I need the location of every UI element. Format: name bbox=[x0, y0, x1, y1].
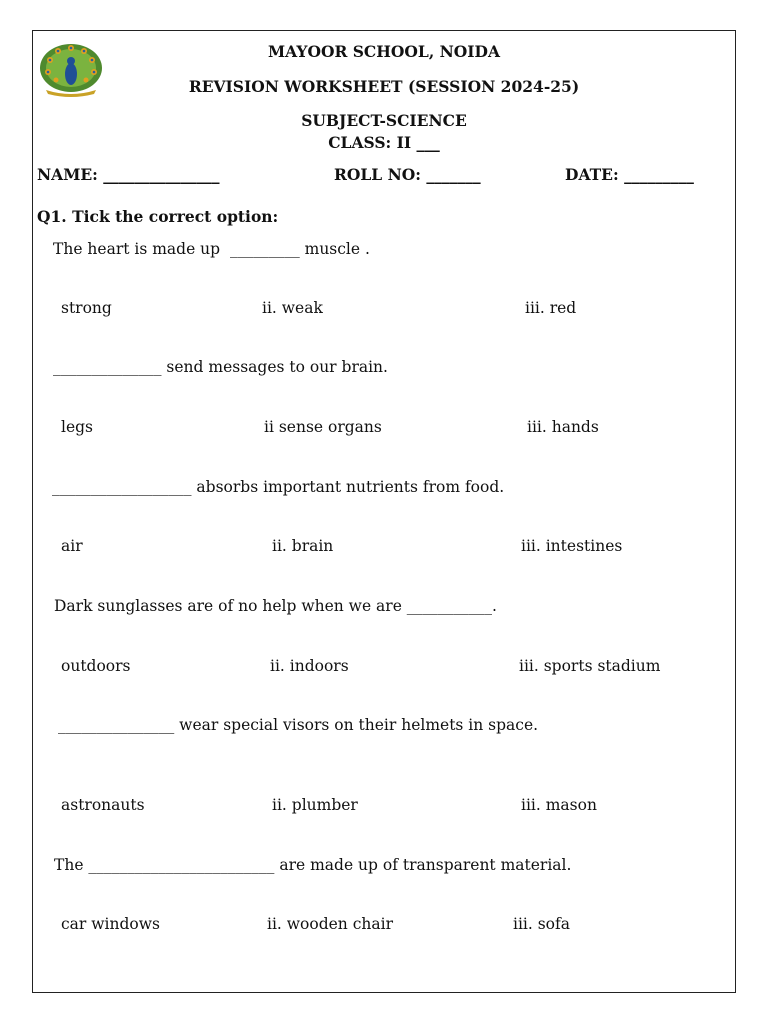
option-2: ii. indoors bbox=[270, 657, 349, 675]
question-text: The ________________________ are made up of transparent material. bbox=[54, 856, 572, 874]
class-label: CLASS: II ___ bbox=[328, 133, 440, 152]
option-3: iii. sports stadium bbox=[519, 657, 661, 675]
option-2: ii. wooden chair bbox=[267, 915, 393, 933]
option-2: ii. brain bbox=[272, 537, 334, 555]
option-1: air bbox=[61, 537, 83, 555]
option-1: outdoors bbox=[61, 657, 131, 675]
option-2: ii. weak bbox=[262, 299, 323, 317]
subject-label: SUBJECT-SCIENCE bbox=[301, 111, 467, 130]
school-name: MAYOOR SCHOOL, NOIDA bbox=[267, 42, 500, 61]
option-1: legs bbox=[61, 418, 94, 436]
option-3: iii. red bbox=[525, 299, 577, 317]
option-3: iii. intestines bbox=[521, 537, 623, 555]
option-1: strong bbox=[61, 299, 112, 317]
question-text: ______________ send messages to our brain. bbox=[53, 358, 388, 376]
date-field: DATE: _________ bbox=[565, 165, 694, 184]
question-text: __________________ absorbs important nutrients from food. bbox=[52, 478, 505, 496]
option-2: ii. plumber bbox=[272, 796, 358, 814]
roll-no-field: ROLL NO: _______ bbox=[334, 165, 481, 184]
question-text: Dark sunglasses are of no help when we are ___________. bbox=[54, 597, 497, 615]
option-3: iii. hands bbox=[527, 418, 599, 436]
question-text: The heart is made up _________ muscle . bbox=[53, 240, 370, 258]
option-3: iii. sofa bbox=[513, 915, 570, 933]
option-1: car windows bbox=[61, 915, 160, 933]
option-1: astronauts bbox=[61, 796, 145, 814]
worksheet-title: REVISION WORKSHEET (SESSION 2024-25) bbox=[188, 77, 580, 96]
name-field: NAME: _______________ bbox=[37, 165, 220, 184]
question-text: _______________ wear special visors on their helmets in space. bbox=[58, 716, 539, 734]
option-2: ii sense organs bbox=[264, 418, 382, 436]
option-3: iii. mason bbox=[521, 796, 597, 814]
q1-heading: Q1. Tick the correct option: bbox=[37, 207, 279, 226]
